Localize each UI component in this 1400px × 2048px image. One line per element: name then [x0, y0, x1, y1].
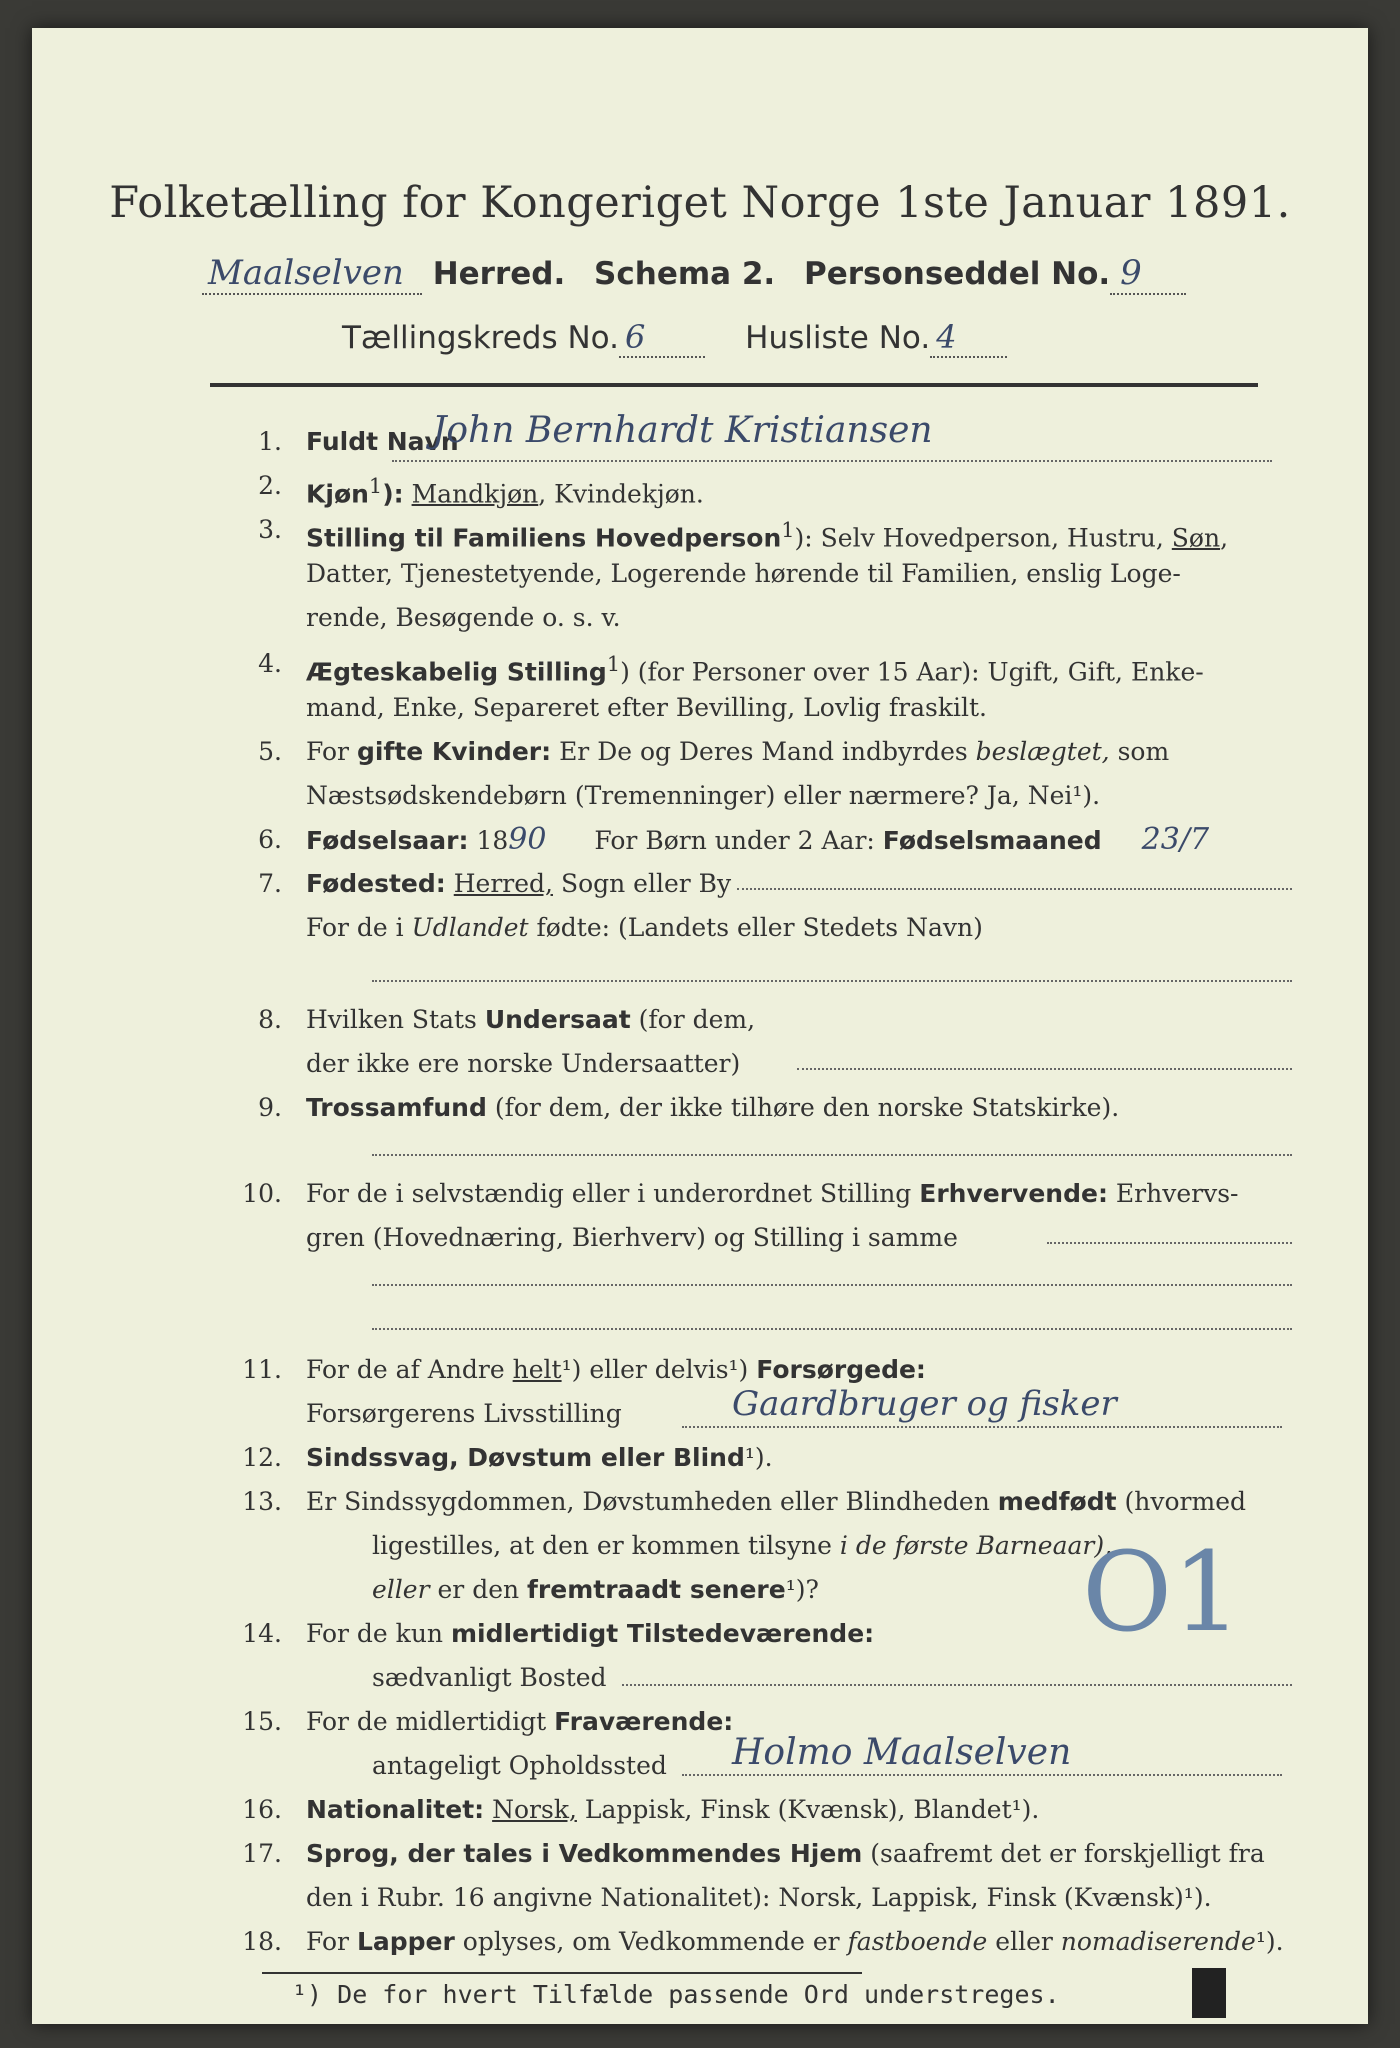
kreds-value: 6	[619, 318, 705, 358]
census-form: Folketælling for Kongeriget Norge 1ste Januar 1891. Maalselven Herred. Schema 2. Personseddel No. 9 Tællingskreds No. 6 Husliste No. 4 1. Fuldt Navn John Bernhardt Kristiansen 2. Kjøn$^1$): Mandkjøn, Kvindekjøn. 3. Stilling til Familiens Hovedperson$^1$): Selv Hovedperson, Hustru, Søn, Datter, Tjenestetyende, Logerende hørende til Familien, enslig Loge- rende, Besøgende o. s. v. 4. Ægteskabelig Stilling$^1$) (for Personer over 15 Aar): Ugift, Gift, Enke- mand, Enke, Separeret efter Bevilling, Lovlig fraskilt. 5. For gifte Kvinder: Er De og Deres Mand indbyrdes beslægtet, som Næstsødskendebørn (Tremenninger) eller nærmere? Ja, Nei¹). 6. Fødselsaar: 1890 For Børn under 2 Aar: Fødselsmaaned 23/7 7. Fødested: Herred, Sogn eller By For de i Udlandet fødte: (Landets eller Stedets Navn) 8. Hvilken Stats Undersaat (for dem, der ikke ere norske Undersaatter) 9. Trossamfund (for dem, der ikke tilhøre den norske Statskirke). 10. For de i selvstændig eller i underordnet Stilling Erhvervende: Erhvervs- gren (Hovednæring, Bierhverv) og Stilling i samme 11. For de af Andre helt¹) eller delvis¹) Forsørgede: Forsørgerens Livsstilling Gaardbruger og fisker 12. Sindssvag, Døvstum eller Blind¹). 13. Er Sindssygdommen, Døvstumheden eller Blindheden medfødt (hvormed ligestilles, at den er kommen tilsyne i de første Barneaar), eller er den fremtraadt senere¹)? O1 14. For de kun midlertidigt Tilstedeværende: sædvanligt Bosted 15. For de midlertidigt Fraværende: antageligt Opholdssted Holmo Maalselven 16. Nationalitet: Norsk, Lappisk, Finsk (Kvænsk), Blandet¹). 17. Sprog, der tales i Vedkommendes Hjem (saafremt det er forskjelligt fra den i Rubr. 16 angivne Nationalitet): Norsk, Lappisk, Finsk (Kvænsk)¹). 18. For Lapper oplyses, om Vedkommende er fastboende eller nomadiserende¹). ¹) De for hvert Tilfælde passende Ord understreges.	[32, 28, 1368, 2024]
residence-value: Holmo Maalselven	[732, 1732, 1072, 1773]
herred-value: Maalselven	[202, 253, 422, 295]
husliste-label: Husliste No.	[745, 320, 931, 356]
son-underlined: Søn	[1171, 523, 1221, 553]
page-title: Folketælling for Kongeriget Norge 1ste Januar 1891.	[109, 178, 1291, 228]
personseddel-label: Personseddel No.	[804, 256, 1111, 292]
ink-mark	[1192, 1968, 1226, 2018]
footnote: ¹) De for hvert Tilfælde passende Ord understreges.	[292, 1980, 1060, 2009]
footnote-rule	[262, 1972, 862, 1974]
birth-month-value: 23/7	[1141, 822, 1210, 857]
kreds-line	[342, 318, 1007, 358]
herred-label: Herred.	[432, 256, 566, 292]
provider-occupation-value: Gaardbruger og fisker	[732, 1384, 1117, 1424]
kreds-label: Tællingskreds No.	[342, 320, 619, 356]
birth-year-value: 90	[508, 822, 547, 857]
personseddel-value: 9	[1110, 253, 1186, 295]
husliste-value: 4	[930, 318, 1006, 358]
schema-label: Schema 2.	[594, 256, 776, 292]
full-name-line	[392, 460, 1272, 462]
mandkjon-underlined: Mandkjøn	[411, 479, 539, 509]
herred-line	[202, 253, 1186, 295]
header-rule	[210, 383, 1258, 387]
full-name-value: John Bernhardt Kristiansen	[432, 410, 933, 451]
blue-mark: O1	[1082, 1528, 1243, 1656]
